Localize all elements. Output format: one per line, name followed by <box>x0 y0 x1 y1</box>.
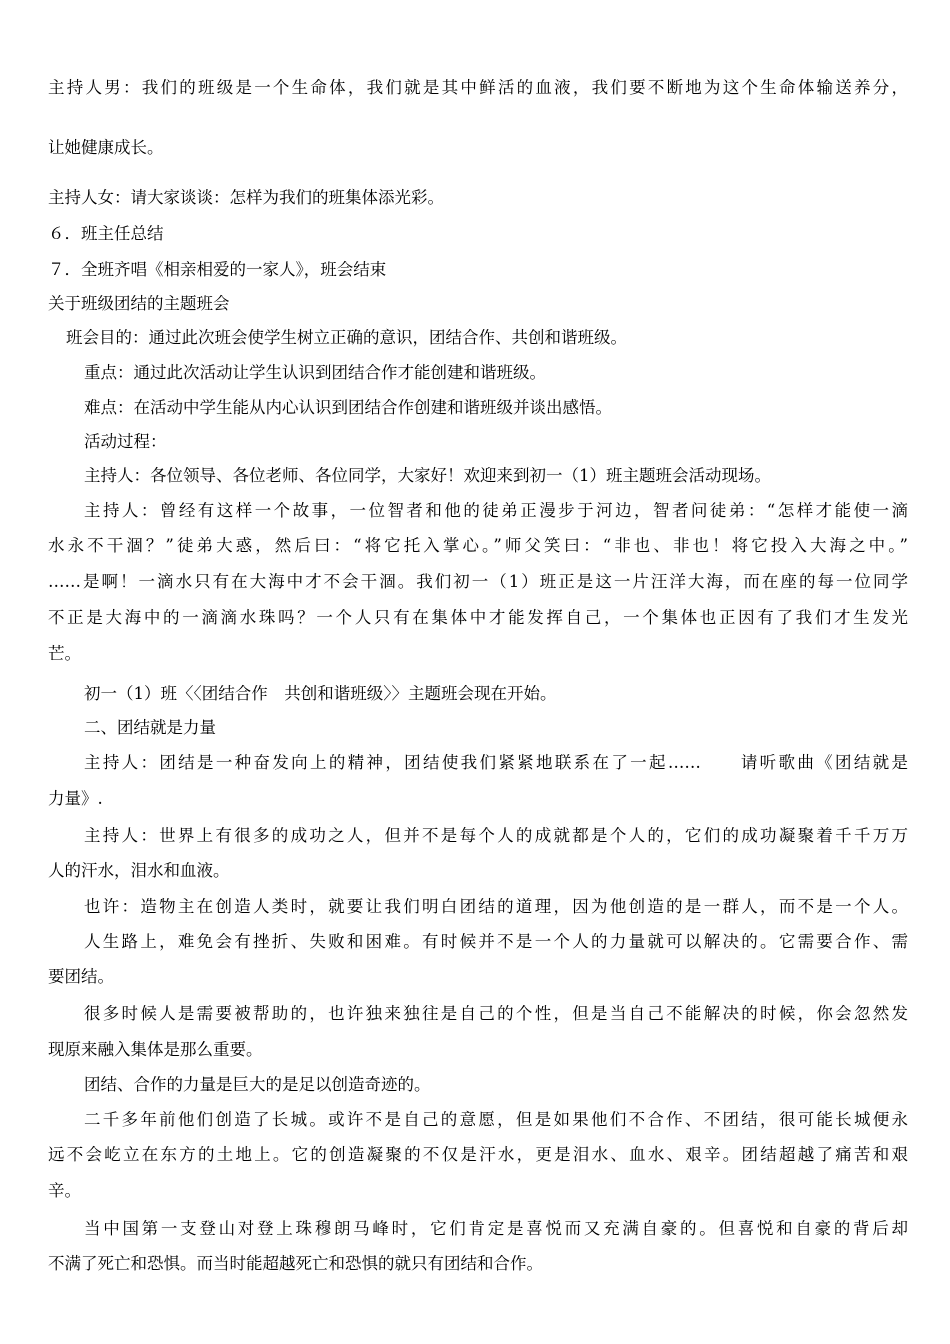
paragraph-line: 水永不干涸？”徒弟大惑，然后曰：“将它托入掌心。”师父笑曰：“非也、非也！将它投入大海之中。” <box>48 536 908 555</box>
paragraph-line: 远不会屹立在东方的土地上。它的创造凝聚的不仅是汗水，更是泪水、血水、艰辛。团结超越了痛苦和艰 <box>48 1145 908 1164</box>
paragraph-line: 班会目的：通过此次班会使学生树立正确的意识，团结合作、共创和谐班级。 <box>66 328 627 347</box>
paragraph-line: 主持人：团结是一种奋发向上的精神，团结使我们紧紧地联系在了一起…… 请听歌曲《团结就是 <box>84 753 908 772</box>
paragraph-line: 很多时候人是需要被帮助的，也许独来独往是自己的个性，但是当自己不能解决的时候，你会忽然发 <box>84 1004 908 1023</box>
paragraph-line: 主持人男：我们的班级是一个生命体，我们就是其中鲜活的血液，我们要不断地为这个生命体输送养分， <box>48 78 908 97</box>
paragraph-line: 当中国第一支登山对登上珠穆朗马峰时，它们肯定是喜悦而又充满自豪的。但喜悦和自豪的背后却 <box>84 1219 908 1238</box>
paragraph-line: 难点：在活动中学生能从内心认识到团结合作创建和谐班级并谈出感悟。 <box>84 398 612 417</box>
paragraph-line: 人生路上，难免会有挫折、失败和困难。有时候并不是一个人的力量就可以解决的。它需要合作、需 <box>84 932 908 951</box>
paragraph-line: 人的汗水，泪水和血液。 <box>48 861 230 880</box>
paragraph-line: 主持人：各位领导、各位老师、各位同学，大家好！欢迎来到初一（1）班主题班会活动现场。 <box>84 466 771 485</box>
section-title: 二、团结就是力量 <box>84 718 216 737</box>
paragraph-line: 活动过程： <box>84 432 167 451</box>
paragraph-line: 不满了死亡和恐惧。而当时能超越死亡和恐惧的就只有团结和合作。 <box>48 1254 543 1273</box>
paragraph-line: 力量》. <box>48 789 103 808</box>
list-item: ７．全班齐唱《相亲相爱的一家人》，班会结束 <box>48 260 387 279</box>
paragraph-line: 二千多年前他们创造了长城。或许不是自己的意愿，但是如果他们不合作、不团结，很可能长城便永 <box>84 1110 908 1129</box>
list-item: ６．班主任总结 <box>48 224 164 243</box>
paragraph-line: 要团结。 <box>48 967 114 986</box>
section-title: 关于班级团结的主题班会 <box>48 294 230 313</box>
paragraph-line: 让她健康成长。 <box>48 138 164 157</box>
paragraph-line: 不正是大海中的一滴滴水珠吗？一个人只有在集体中才能发挥自己，一个集体也正因有了我们才生发光 <box>48 608 908 627</box>
paragraph-line: 团结、合作的力量是巨大的是足以创造奇迹的。 <box>84 1075 431 1094</box>
paragraph-line: ……是啊！一滴水只有在大海中才不会干涸。我们初一（1）班正是这一片汪洋大海，而在座的每一位同学 <box>48 572 908 591</box>
paragraph-line: 也许：造物主在创造人类时，就要让我们明白团结的道理，因为他创造的是一群人，而不是一个人。 <box>84 897 908 916</box>
paragraph-line: 主持人：曾经有这样一个故事，一位智者和他的徒弟正漫步于河边，智者问徒弟：“怎样才能使一滴 <box>84 501 908 520</box>
paragraph-line: 主持人：世界上有很多的成功之人，但并不是每个人的成就都是个人的，它们的成功凝聚着千千万万 <box>84 826 908 845</box>
paragraph-line: 现原来融入集体是那么重要。 <box>48 1040 263 1059</box>
paragraph-line: 芒。 <box>48 644 81 663</box>
paragraph-line: 辛。 <box>48 1181 81 1200</box>
paragraph-line: 初一（1）班〈〈团结合作 共创和谐班级〉〉主题班会现在开始。 <box>84 684 557 703</box>
paragraph-line: 主持人女：请大家谈谈：怎样为我们的班集体添光彩。 <box>48 188 444 207</box>
paragraph-line: 重点：通过此次活动让学生认识到团结合作才能创建和谐班级。 <box>84 363 546 382</box>
